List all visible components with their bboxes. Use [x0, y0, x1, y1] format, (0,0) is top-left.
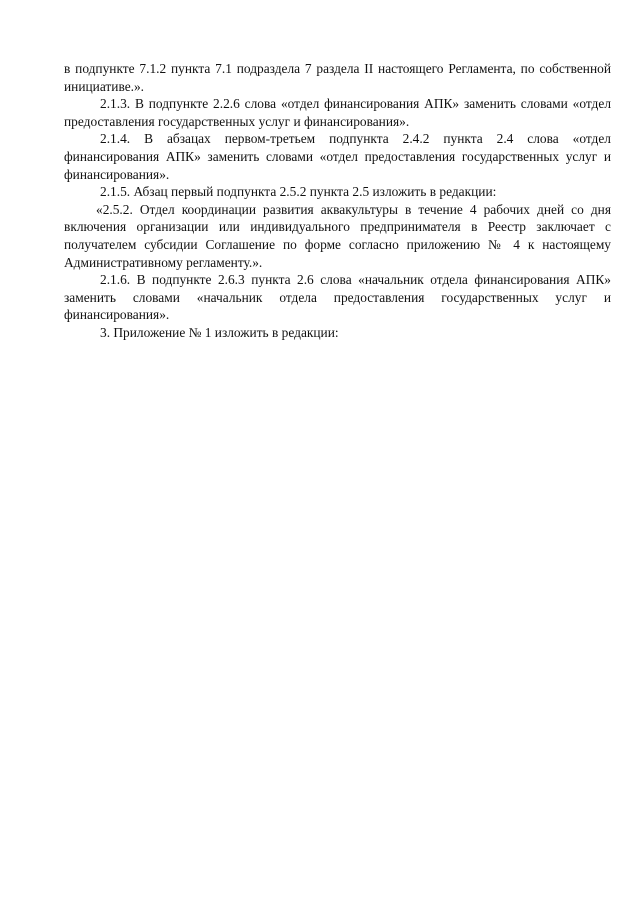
paragraph-2-1-5: 2.1.5. Абзац первый подпункта 2.5.2 пункта 2.5 изложить в редакции: [100, 184, 497, 200]
paragraph-continuation: в подпункте 7.1.2 пункта 7.1 подраздела 7 раздела II настоящего Регламента, по собственной инициативе.». [64, 61, 611, 94]
document-page [64, 60, 611, 342]
paragraph-3-appendix: 3. Приложение № 1 изложить в редакции: [100, 324, 339, 340]
paragraph-2-1-3: 2.1.3. В подпункте 2.2.6 слова «отдел финансирования АПК» заменить словами «отдел предоставления государственных услуг и финансирования». [64, 96, 611, 129]
paragraph-2-5-2-quote: «2.5.2. Отдел координации развития аквакультуры в течение 4 рабочих дней со дня включения организации или индивидуального предпринимателя в Реестр заключает с получателем субсидии Соглашение по форме согласно приложению № 4 к настоящему Административному регламенту.». [64, 201, 611, 270]
paragraph-2-1-4: 2.1.4. В абзацах первом-третьем подпункта 2.4.2 пункта 2.4 слова «отдел финансирования АПК» заменить словами «отдел предоставления государственных услуг и финансирования». [64, 131, 611, 182]
paragraph-2-1-6: 2.1.6. В подпункте 2.6.3 пункта 2.6 слова «начальник отдела финансирования АПК» заменить словами «начальник отдела предоставления государственных услуг и финансирования». [64, 272, 611, 323]
